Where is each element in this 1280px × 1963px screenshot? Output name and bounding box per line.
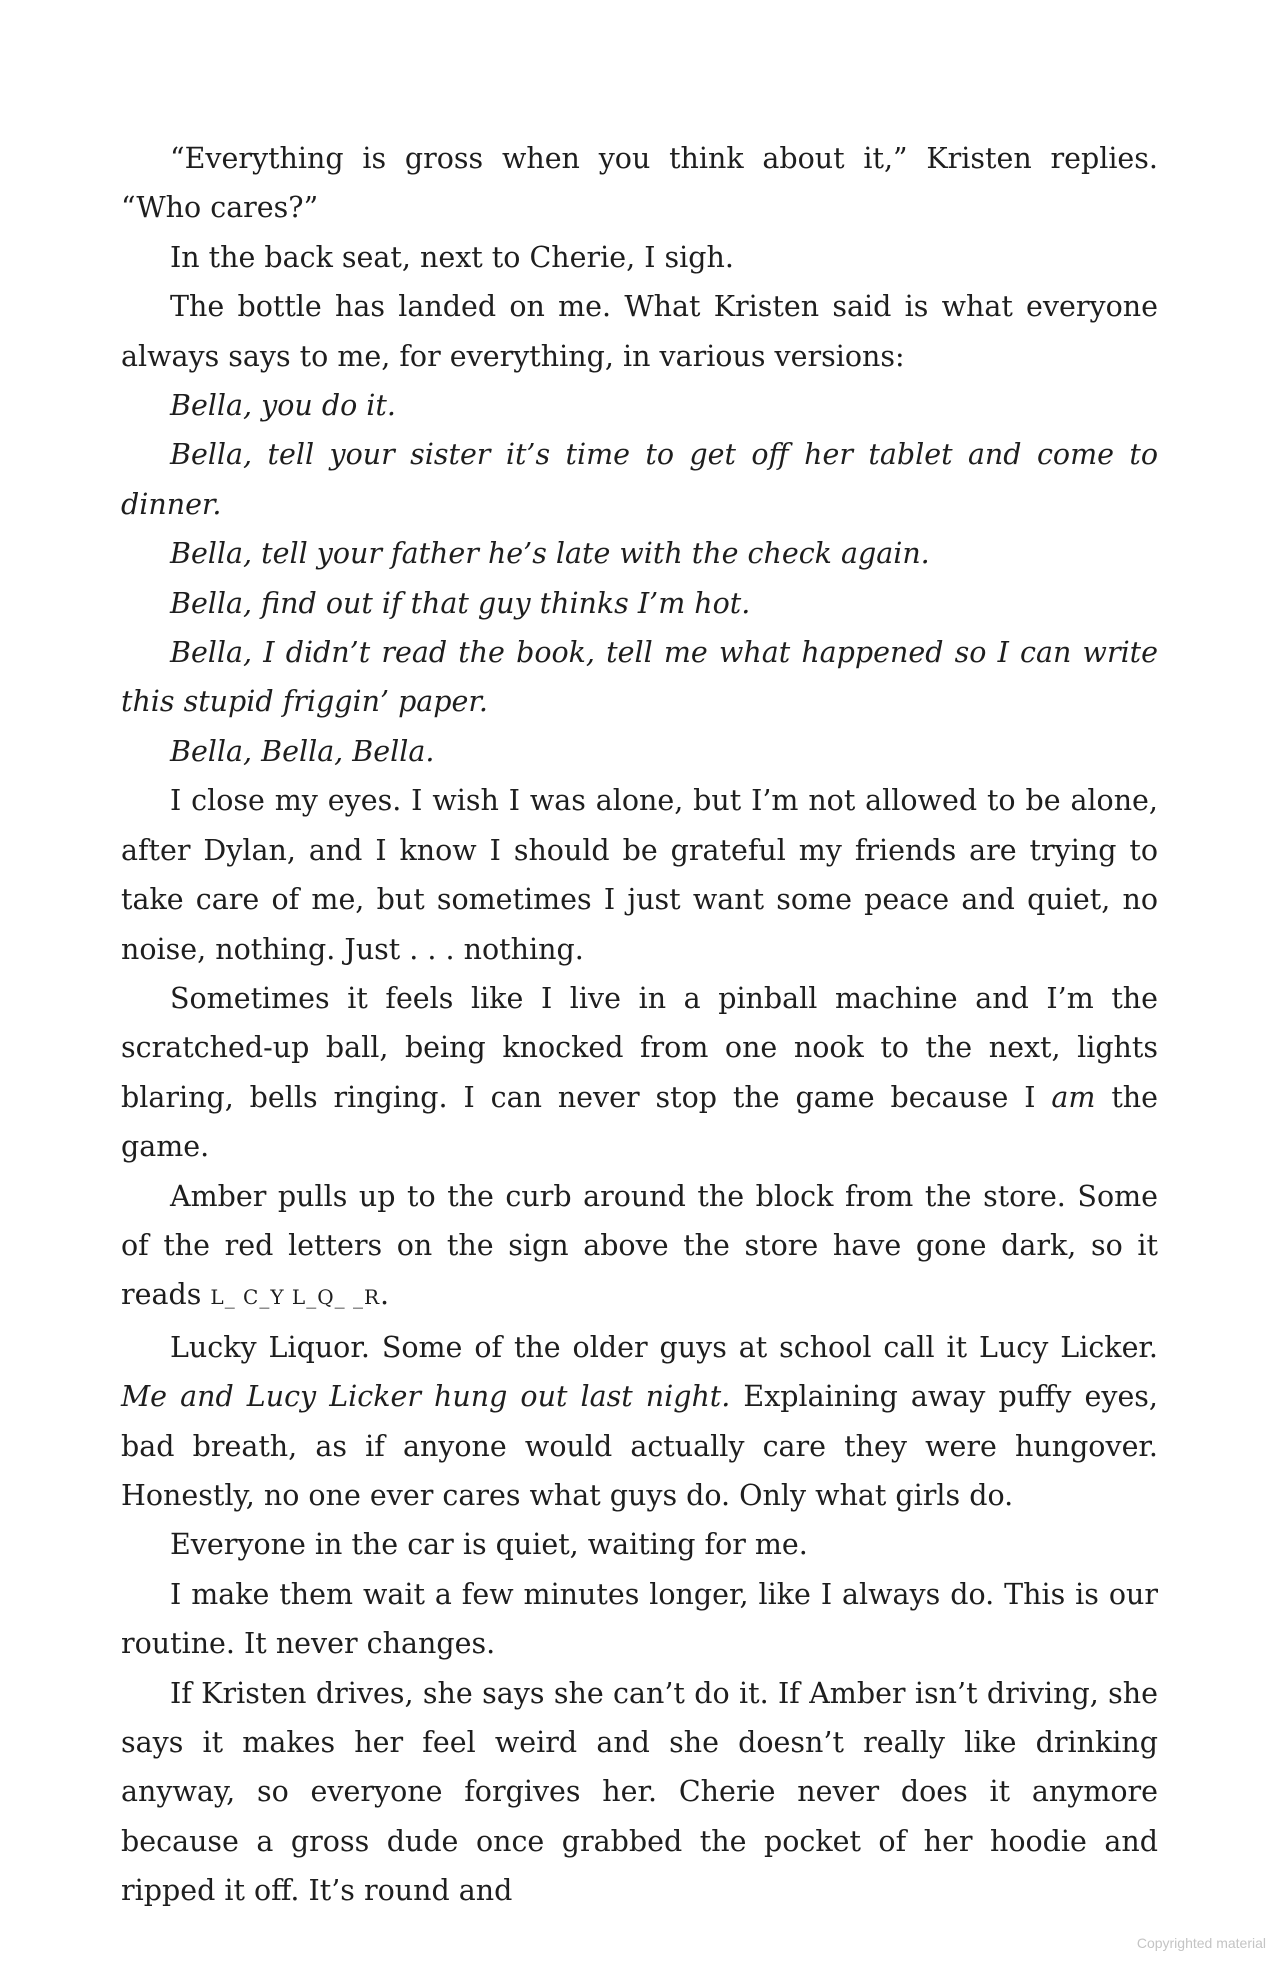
paragraph: The bottle has landed on me. What Kristen said is what everyone always says to me, for everything, in various versions: <box>121 290 1158 373</box>
paragraph: Everyone in the car is quiet, waiting for me. <box>170 1528 808 1562</box>
text-run: Lucky Liquor. Some of the older guys at school call it Lucy Licker. <box>170 1330 1158 1364</box>
italic-paragraph: Bella, Bella, Bella. <box>170 734 435 768</box>
emphasis-text: am <box>1051 1080 1096 1114</box>
store-sign-text: L_ C_Y L_Q_ _R <box>210 1285 381 1310</box>
text-run: . <box>380 1278 390 1312</box>
italic-paragraph: Bella, tell your sister it’s time to get off her tablet and come to dinner. <box>121 438 1158 521</box>
page-body-text <box>121 134 1158 1916</box>
text-run: the game. <box>121 1080 1158 1164</box>
paragraph: If Kristen drives, she says she can’t do it. If Amber isn’t driving, she says it makes her feel weird and she doesn’t really like drinking anyway, so everyone forgives her. Cherie never does it anymore because a gross dude once grabbed the pocket of her hoodie and ripped it off. It’s round and <box>121 1676 1158 1908</box>
paragraph: I make them wait a few minutes longer, like I always do. This is our routine. It never changes. <box>121 1577 1158 1661</box>
emphasis-text: Me and Lucy Licker hung out last night. <box>121 1380 731 1414</box>
paragraph <box>121 1172 1158 1323</box>
paragraph: I close my eyes. I wish I was alone, but I’m not allowed to be alone, after Dylan, and I know I should be grateful my friends are trying to take care of me, but sometimes I just want some peace and quiet, no noise, nothing. Just . . . nothing. <box>121 784 1158 966</box>
italic-paragraph: Bella, you do it. <box>170 389 396 423</box>
italic-paragraph: Bella, find out if that guy thinks I’m hot. <box>170 586 751 620</box>
text-run: Sometimes it feels like I live in a pinball machine and I’m the scratched-up ball, being knocked from one nook to the next, lights blaring, bells ringing. I can never stop the game because I <box>121 981 1158 1114</box>
paragraph: In the back seat, next to Cherie, I sigh. <box>170 240 734 274</box>
paragraph <box>121 974 1158 1172</box>
italic-paragraph: Bella, I didn’t read the book, tell me what happened so I can write this stupid friggin’ paper. <box>121 636 1158 719</box>
italic-paragraph: Bella, tell your father he’s late with the check again. <box>170 537 930 571</box>
paragraph: “Everything is gross when you think about it,” Kristen replies. “Who cares?” <box>121 142 1158 225</box>
text-run: Amber pulls up to the curb around the block from the store. Some of the red letters on the sign above the store have gone dark, so it reads <box>121 1179 1158 1312</box>
text-run: Explaining away puffy eyes, bad breath, as if anyone would actually care they were hungover. Honestly, no one ever cares what guys do. Only what girls do. <box>121 1380 1158 1512</box>
paragraph <box>121 1323 1158 1521</box>
copyright-watermark: Copyrighted material <box>1136 1935 1266 1951</box>
